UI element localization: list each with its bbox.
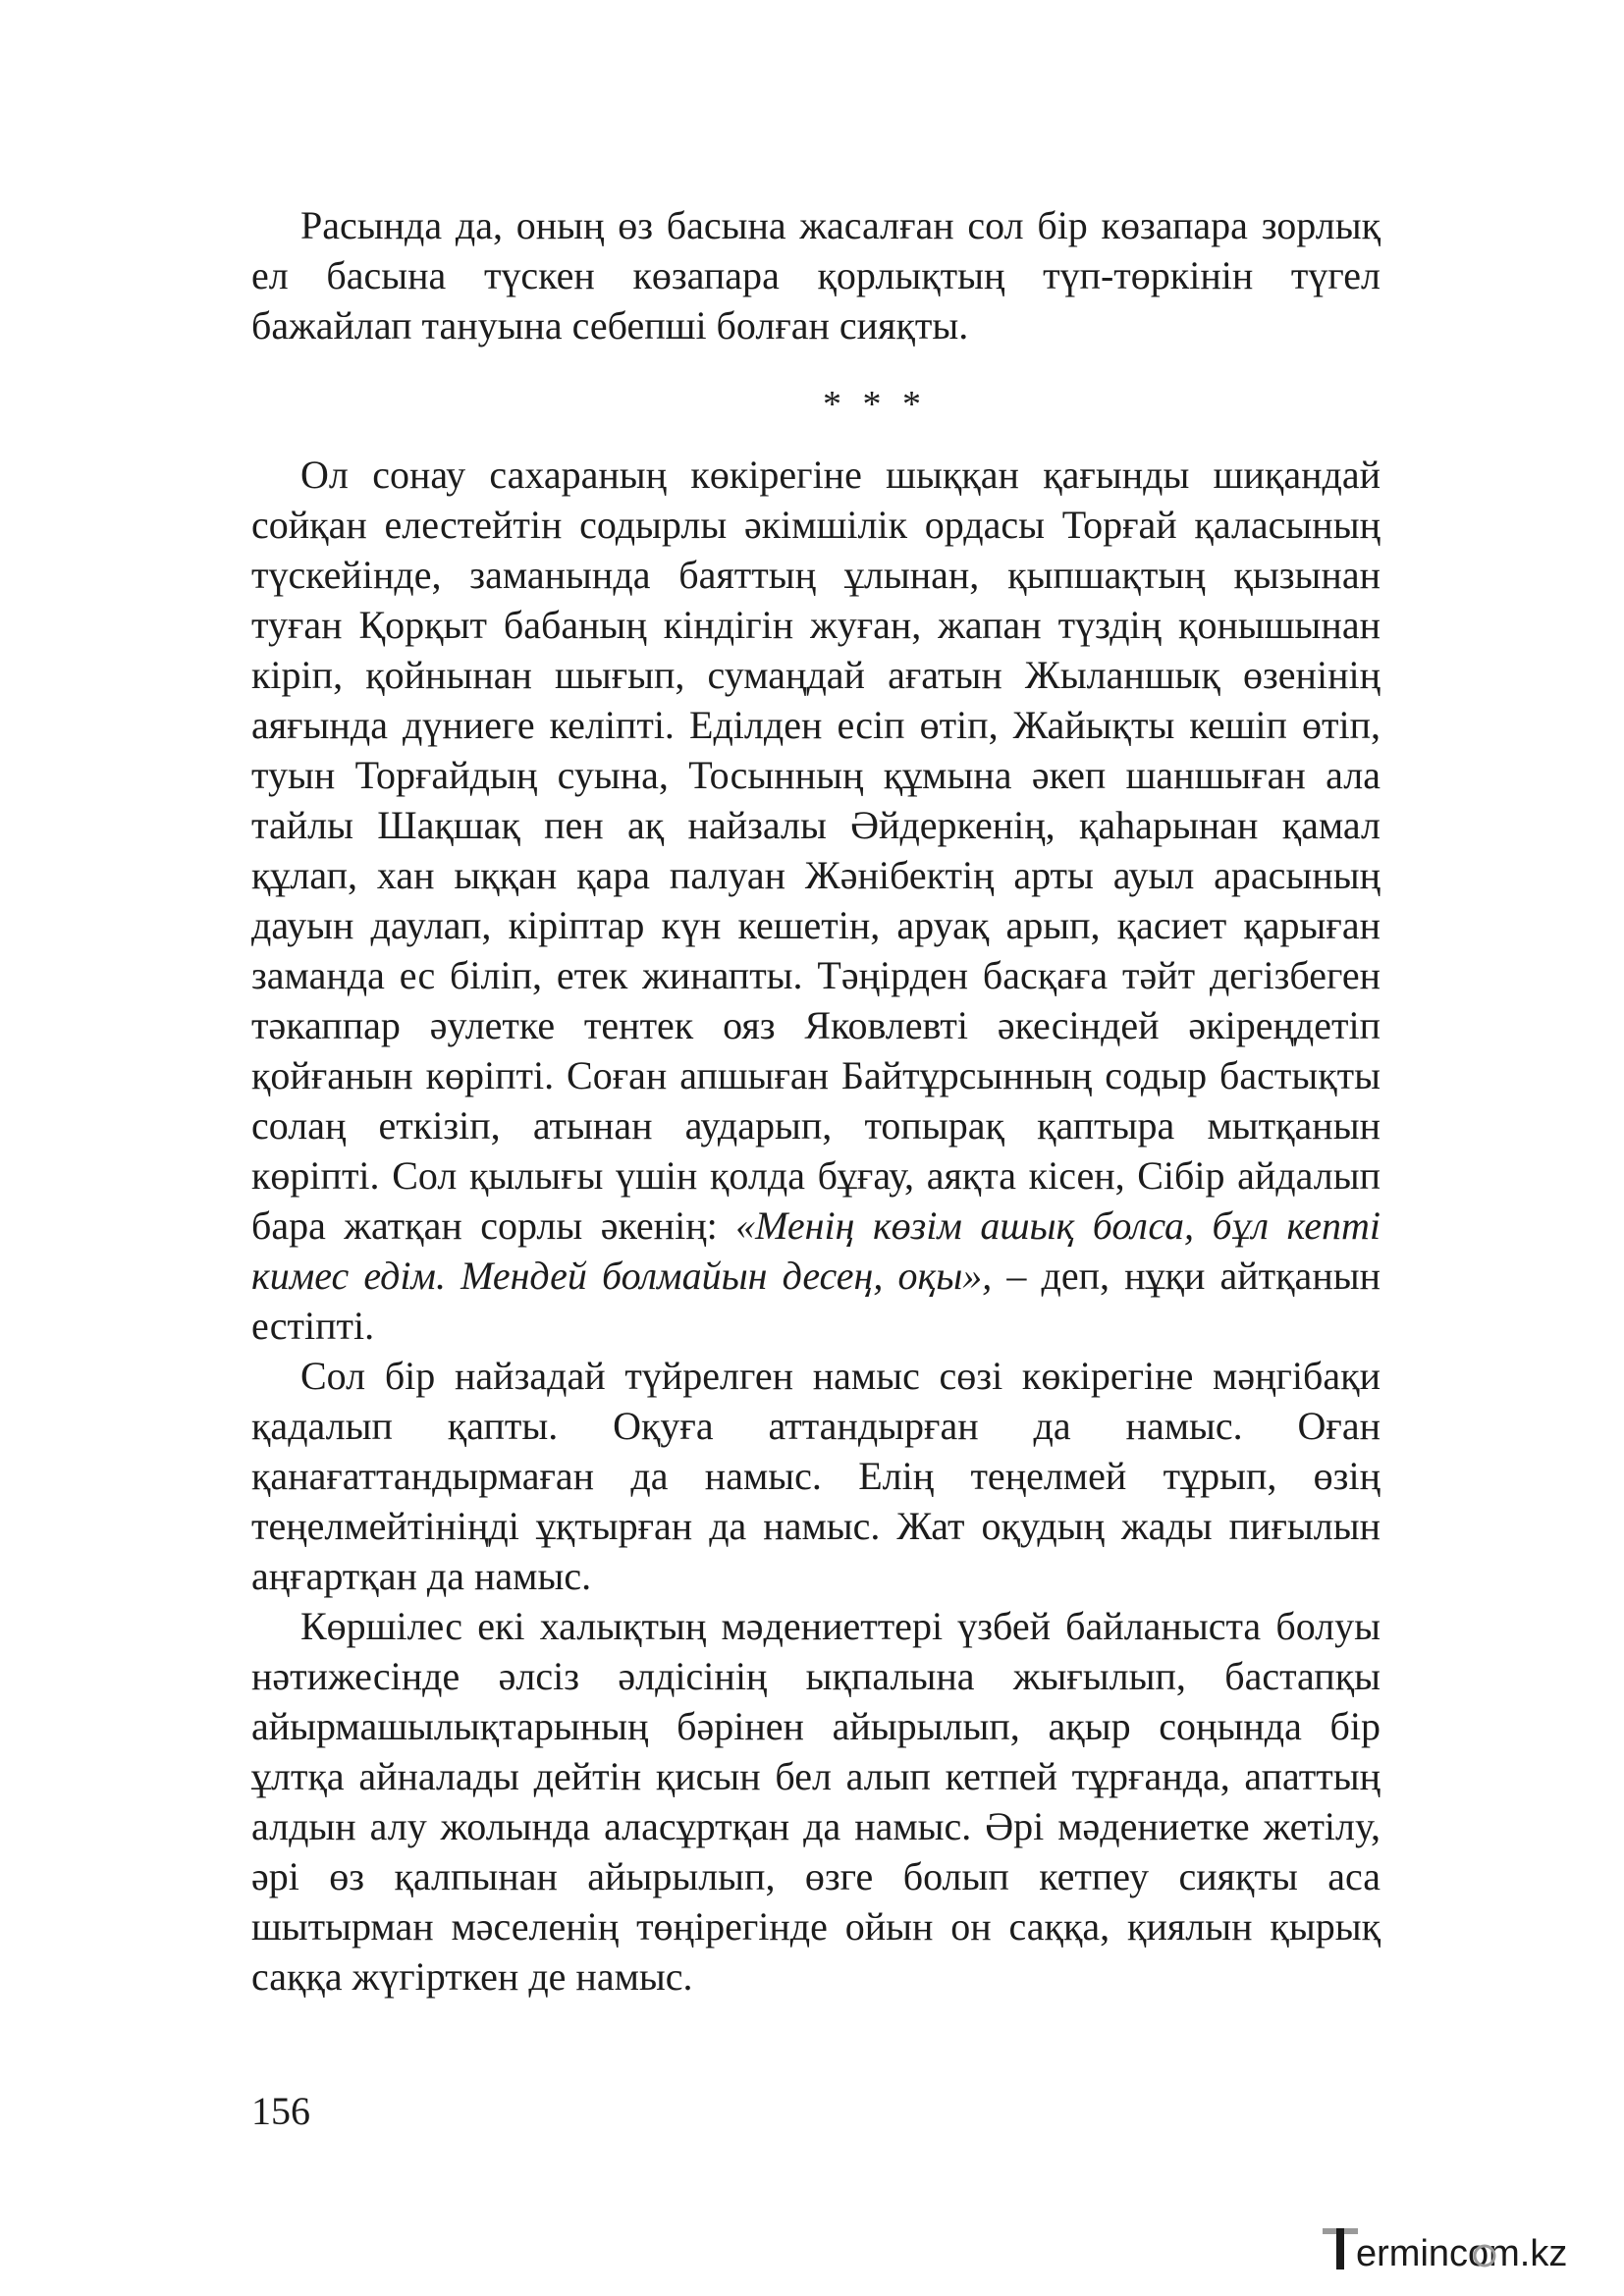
page-number: 156 [251, 2089, 310, 2133]
svg-text:ermincom.kz: ermincom.kz [1356, 2233, 1568, 2274]
paragraph [251, 450, 1380, 1351]
paragraph: Расында да, оның өз басына жасалған сол бір көзапара зорлық ел басына түскен көзапара қорлықтың түп-төркінін түгел бажайлап тануына себепші болған сияқты. [251, 203, 1380, 347]
section-separator: * * * [823, 384, 927, 425]
paragraph: Сол бір найзадай түйрелген намыс сөзі көкірегіне мәңгібақи қадалып қапты. Оқуға аттандырған да намыс. Оған қанағаттандырмаған да намыс. Елің теңелмей тұрып, өзің теңелмейтініңді ұқтырған да намыс. Жат оқудың жады пиғылын аңғартқан да намыс. [251, 1354, 1380, 1598]
watermark-logo [1321, 2220, 1605, 2279]
paragraph-text: Ол сонау сахараның көкірегіне шыққан қағынды шиқандай сойқан елестейтін содырлы әкімшілік ордасы Торғай қаласының түскейінде, заманында баяттың ұлынан, қыпшақтың қызынан туған Қорқыт бабаның кіндігін жуған, жапан түздің қонышынан кіріп, қойнынан шығып, сумаңдай ағатын Жыланшық өзенінің аяғында дүниеге келіпті. Еділден есіп өтіп, Жайықты кешіп өтіп, туын Торғайдың суына, Тосынның құмына әкеп шаншыған ала тайлы Шақшақ пен ақ найзалы Әйдеркенің, қаһарынан қамал құлап, хан ыққан қара палуан Жәнібектің арты ауыл арасының дауын даулап, кіріптар күн кешетін, аруақ арып, қасиет қарыған заманда ес біліп, етек жинапты. Тәңірден басқаға тәйт дегізбеген тәкаппар әулетке тентек ояз Яковлевті әкесіндей әкіреңдетіп қойғанын көріпті. Соған апшыған Байтұрсынның содыр бастықты солаң еткізіп, атынан аударып, топырақ қаптыра мытқанын көріпті. Сол қылығы үшін қолда бұғау, аяқта кісен, Сібір айдалып бара жатқан сорлы әкенің: [251, 453, 1380, 1248]
watermark-logo-icon [1321, 2220, 1605, 2279]
page-body [251, 200, 1380, 2002]
quote-text: «Менің көзім ашық болса, бұл кепті кимес едім. Мендей болмайын десең, оқы», [251, 1203, 1380, 1298]
paragraph-text: – деп, нұқи айтқанын естіпті. [251, 1254, 1381, 1348]
paragraph: Көршілес екі халықтың мәдениеттері үзбей байланыста болуы нәтижесінде әлсіз әлдісінің ықпалына жығылып, бастапқы айырмашылықтарының бәрінен айырылып, ақыр соңында бір ұлтқа айналады дейтін қисын бел алып кетпей тұрғанда, апаттың алдын алу жолында аласұртқан да намыс. Әрі мәдениетке жетілу, әрі өз қалпынан айырылып, өзге болып кетпеу сияқты аса шытырман мәселенің төңірегінде ойын он саққа, қиялын қырық саққа жүгірткен де намыс. [251, 1604, 1380, 1999]
